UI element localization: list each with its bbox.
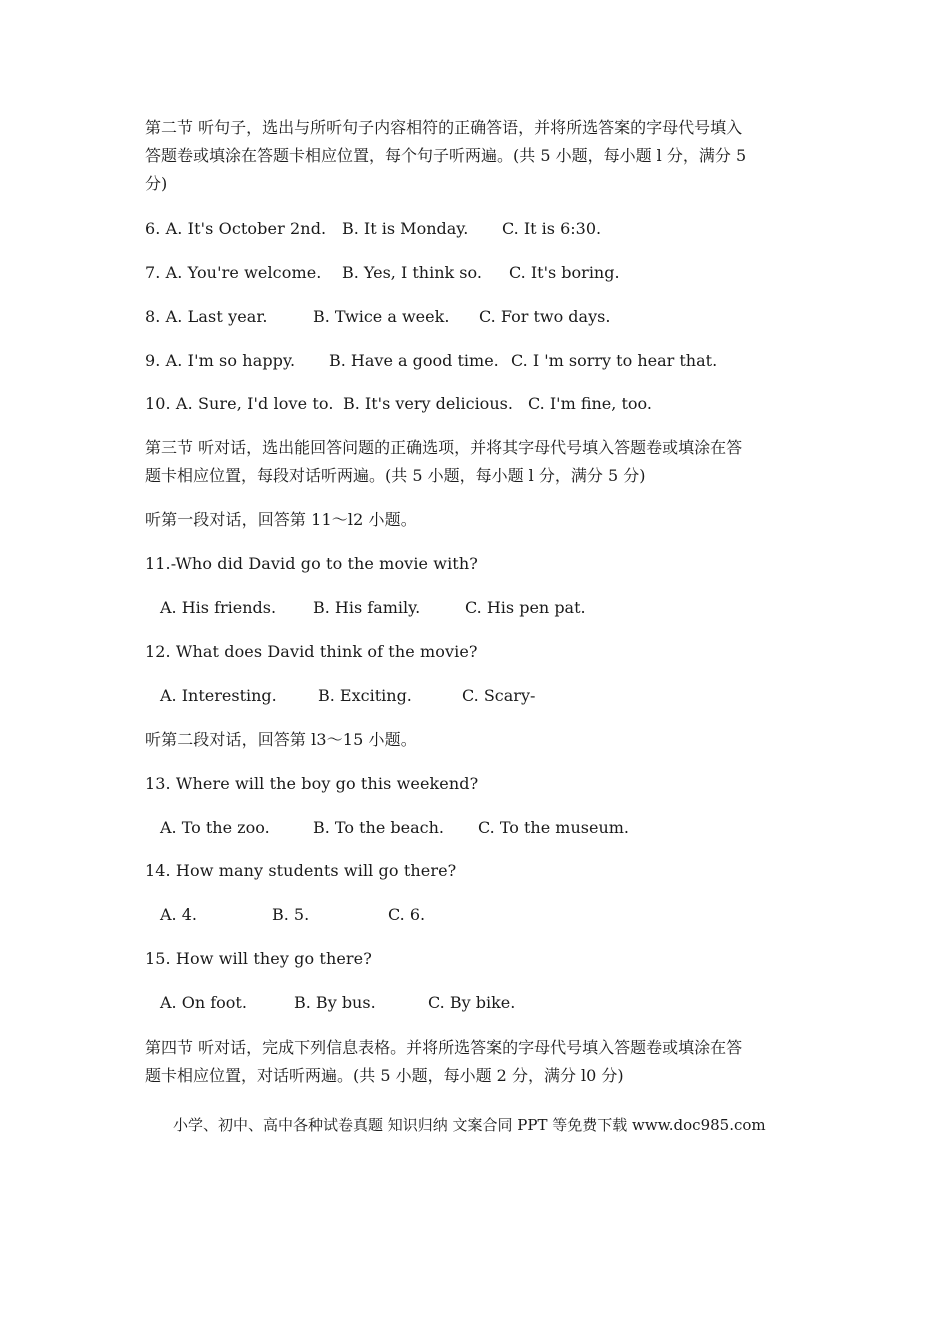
- question-11-option-c: C. His pen pat.: [465, 598, 586, 617]
- question-15-option-c: C. By bike.: [428, 993, 516, 1012]
- question-13-option-b: B. To the beach.: [313, 818, 444, 837]
- question-10-option-b: B. It's very delicious.: [343, 394, 513, 413]
- question-9-option-a: 9. A. I'm so happy.: [145, 351, 296, 370]
- question-11-option-a: A. His friends.: [160, 598, 277, 617]
- question-15-option-b: B. By bus.: [294, 993, 376, 1012]
- question-10-option-c: C. I'm fine, too.: [528, 394, 652, 413]
- question-7-option-b: B. Yes, I think so.: [342, 263, 482, 282]
- question-13-text: 13. Where will the boy go this weekend?: [145, 774, 479, 793]
- dialog-1-heading: 听第一段对话，回答第 11～l2 小题。: [145, 510, 417, 529]
- question-11-option-b: B. His family.: [313, 598, 421, 617]
- question-9-option-c: C. I 'm sorry to hear that.: [511, 351, 718, 370]
- section3-line-1: 第三节 听对话，选出能回答问题的正确选项，并将其字母代号填入答题卷或填涂在答: [145, 438, 743, 457]
- section4-instructions: [145, 1034, 805, 1090]
- section4-line-1: 第四节 听对话，完成下列信息表格。并将所选答案的字母代号填入答题卷或填涂在答: [145, 1038, 743, 1057]
- question-14-text: 14. How many students will go there?: [145, 861, 457, 880]
- question-13-option-a: A. To the zoo.: [160, 818, 270, 837]
- dialog-2-heading: 听第二段对话，回答第 l3～15 小题。: [145, 730, 417, 749]
- question-6-option-a: 6. A. It's October 2nd.: [145, 219, 327, 238]
- question-7-option-a: 7. A. You're welcome.: [145, 263, 322, 282]
- question-8-option-a: 8. A. Last year.: [145, 307, 268, 326]
- question-12-text: 12. What does David think of the movie?: [145, 642, 478, 661]
- question-14-option-a: A. 4.: [160, 905, 197, 924]
- question-7-option-c: C. It's boring.: [509, 263, 620, 282]
- section2-instructions: [145, 114, 805, 198]
- question-15-text: 15. How will they go there?: [145, 949, 372, 968]
- section4-line-2: 题卡相应位置，对话听两遍。(共 5 小题，每小题 2 分，满分 l0 分): [145, 1066, 624, 1085]
- question-15-option-a: A. On foot.: [160, 993, 247, 1012]
- question-8-option-c: C. For two days.: [479, 307, 611, 326]
- question-14-option-b: B. 5.: [272, 905, 310, 924]
- question-10-option-a: 10. A. Sure, I'd love to.: [145, 394, 334, 413]
- question-6-option-b: B. It is Monday.: [342, 219, 469, 238]
- section2-line-3: 分): [145, 174, 168, 193]
- question-12-option-b: B. Exciting.: [318, 686, 412, 705]
- question-11-text: 11.-Who did David go to the movie with?: [145, 554, 478, 573]
- footer-promo-text: 小学、初中、高中各种试卷真题 知识归纳 文案合同 PPT 等免费下载 www.doc985.com: [173, 1116, 766, 1134]
- question-8-option-b: B. Twice a week.: [313, 307, 450, 326]
- section3-line-2: 题卡相应位置，每段对话听两遍。(共 5 小题，每小题 l 分，满分 5 分): [145, 466, 646, 485]
- question-9-option-b: B. Have a good time.: [329, 351, 499, 370]
- section2-line-2: 答题卷或填涂在答题卡相应位置，每个句子听两遍。(共 5 小题，每小题 l 分，满分 5: [145, 146, 747, 165]
- question-13-option-c: C. To the museum.: [478, 818, 629, 837]
- question-6-option-c: C. It is 6:30.: [502, 219, 602, 238]
- section2-line-1: 第二节 听句子，选出与所听句子内容相符的正确答语，并将所选答案的字母代号填入: [145, 118, 743, 137]
- question-14-option-c: C. 6.: [388, 905, 426, 924]
- question-12-option-c: C. Scary-: [462, 686, 536, 705]
- question-12-option-a: A. Interesting.: [160, 686, 277, 705]
- section3-instructions: [145, 434, 805, 490]
